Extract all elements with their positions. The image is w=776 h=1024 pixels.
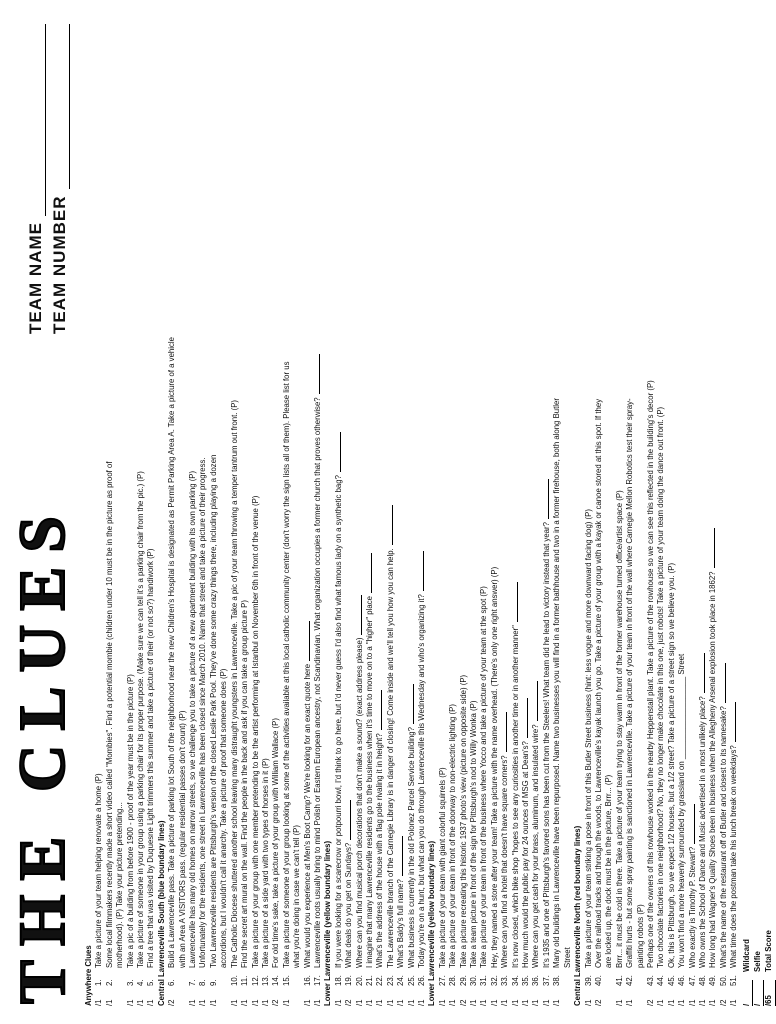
clue-text: Two chocolate factories in one neighborhood? No, they no longer make chocolate in this one, just robots! Take a picture of your team doing the dance out front. (P) [656, 406, 666, 968]
clue-number: 34. [510, 975, 520, 986]
clue-row [146, 10, 156, 1006]
clue-row [396, 10, 406, 1006]
clue-number: 3. [125, 979, 135, 986]
clue-text: What business is currently in the old Polonez Parcel Service building? [407, 684, 417, 968]
clue-points: /1 [687, 999, 697, 1006]
clue-row [625, 10, 635, 1006]
clue-points: /1 [333, 999, 343, 1006]
clue-text: What deals do you get on Sundays? [344, 800, 354, 968]
clue-text: Hey, they named a store after your team! Take a picture with the name overhead. (There's only one right answer) (P) [489, 566, 499, 968]
clue-points: /1 [697, 999, 707, 1006]
clue-text: Who owns the School of Dance and Music advertised in a most unlikely place? [698, 653, 708, 968]
clue-row [469, 10, 479, 1006]
clue-row [334, 10, 344, 1006]
clue-text-continued: painting robots (P) [635, 904, 645, 968]
clue-row [261, 10, 271, 1006]
team-number-label: TEAM NUMBER [50, 195, 69, 334]
clue-number: 47. [687, 975, 697, 986]
clue-points: /1 [510, 999, 520, 1006]
clue-number: 51. [729, 975, 739, 986]
clue-text: Find a tree that was visited by Duquesne Light trimmers this summer and take a picture of their (or not so?) handiwork (P) [146, 548, 156, 968]
clue-number: 41. [614, 975, 624, 986]
clue-list [84, 10, 776, 1006]
clue-text: The Lawrenceville branch of the Carnegie Library is in danger of closing! Come inside and we'll tell you how you can help. [386, 505, 396, 968]
clue-text: Take a picture of your team in front of the business where Yocco and take a picture of your team at the spot (P) [479, 586, 489, 968]
section-heading: Central Lawrenceville North (red boundary lines) [573, 825, 583, 1006]
clue-row [167, 10, 177, 1006]
clue-points: /2 [593, 999, 603, 1006]
clue-text: If you were looking for a scarecrow or potpourri bowl, I'd think to go here, but I'd never guess I'd also find what famous lady on a synthetic bag? [334, 432, 344, 968]
clue-row [365, 10, 375, 1006]
score-row [742, 10, 753, 1006]
clue-row [677, 10, 687, 1006]
clue-row [407, 10, 417, 1006]
clue-number: 7. [188, 979, 198, 986]
clue-points: /1 [437, 999, 447, 1006]
score-row [764, 10, 775, 1006]
clue-number: 30. [469, 975, 479, 986]
clue-row [105, 10, 115, 1006]
clue-row [136, 10, 146, 1006]
clue-number: 18. [333, 975, 343, 986]
clue-number: 48. [697, 975, 707, 986]
clue-points: /1 [417, 999, 426, 1006]
clue-number: 12. [250, 975, 260, 986]
clue-points: /1 [489, 999, 499, 1006]
clue-number: 22. [375, 975, 385, 986]
clue-row [500, 10, 510, 1006]
clue-number: 1. [94, 979, 104, 986]
clue-number: 19. [344, 975, 354, 986]
clue-number: 14. [271, 975, 281, 986]
clue-text: The Catholic Diocese shuttered another school leaving many distraught youngsters in Lawrenceville. Take a pic of your team throwing a temper tantrum out front. (P) [229, 399, 239, 968]
clue-number: 38. [552, 975, 562, 986]
clue-text: Find the secret art mural on the wall. Find the people in the back and ask if you can take a group picture P) [240, 600, 250, 968]
clue-number: 27. [437, 975, 447, 986]
clue-row [209, 10, 219, 1006]
team-name-label: TEAM NAME [26, 222, 45, 334]
clue-row [594, 10, 604, 1006]
clue-number: 45. [666, 975, 676, 986]
clue-text: Perhaps one of the owners of this rowhouse worked in the nearby Heppenstall plant. Take a picture of the rowhouse so we can see this reflected in the building's decor (P) [645, 380, 655, 968]
clue-text: Take a picture of a side yard with two types of horses in it (P) [260, 758, 270, 968]
clue-text: It's 1935 and one of Pittsburgh's favored sons has been cut from the Steelers! What team did he lead to victory instead that year? [542, 479, 552, 968]
clue-number: 39. [583, 975, 593, 986]
clue-points: /1 [448, 999, 458, 1006]
clue-text: I imagine that many Lawrenceville residents go to the business when it's time to move on to a "higher" place [365, 553, 375, 968]
clue-points: /1 [521, 999, 531, 1006]
score-label: Wildcard [741, 939, 751, 972]
clue-text: What's the name of the restaurant off of Butler and closest to its namesake? [719, 663, 729, 968]
clue-text: Where can you find a hotel that doesn't have square corners? [500, 712, 510, 968]
clue-number: 4. [136, 979, 146, 986]
clue-points: /1 [188, 999, 198, 1006]
clue-number: 46. [677, 975, 687, 986]
clue-points: /1 [375, 999, 385, 1006]
clue-text-continued: motherhood). (P) Take your picture pretending... [115, 802, 125, 968]
clue-number: 11. [240, 975, 250, 986]
clue-row [94, 10, 104, 1006]
clue-points: /1 [583, 999, 593, 1006]
clue-points: /1 [208, 999, 218, 1006]
clue-points: /1 [666, 999, 676, 1006]
clue-text-continued: accordions, but I wouldn't call it anarchy. Take a picture of proof that someone does (P) [219, 668, 229, 968]
clue-row [698, 10, 708, 1006]
clue-text: Take a picture of your team striking a pose in front of this Butler Street business (hint: less vogue and more downward facing dog) (P) [583, 509, 593, 968]
clue-points: /1 [625, 999, 635, 1006]
clue-number: 2. [104, 979, 114, 986]
clue-number: 37. [541, 975, 551, 986]
clue-row [417, 10, 427, 1006]
clue-points: /1 [125, 999, 135, 1006]
clue-row [438, 10, 448, 1006]
clue-number: 44. [656, 975, 666, 986]
clue-number: 29. [458, 975, 468, 986]
clue-text: Take a picture of someone in your group using a parking chair for its proper purpose. (Make sure we can tell it's a parking chair from the pic.) (P) [136, 471, 146, 968]
clue-points: /1 [354, 999, 364, 1006]
clue-points: /1 [385, 999, 395, 1006]
clue-number: 32. [489, 975, 499, 986]
page-title: THE CLUES [6, 502, 79, 1004]
clue-points: /1 [312, 999, 322, 1006]
clue-text: It's now closed, which bike shop "hopes to see any curiosities in another time or in another manner" [511, 582, 521, 968]
clue-text: Who exactly is Timothy P. Stewart? [688, 804, 698, 968]
clue-row [542, 10, 552, 1006]
clue-row [511, 10, 521, 1006]
clue-text-continued: what you're doing in case we can't tell (P) [292, 825, 302, 968]
clue-text: How much would the public pay for 24 ounces of MSG at Dean's? [521, 698, 531, 968]
clue-text: Many old buildings in Lawrenceville have been repurposed. Name two businesses you will find in a former bathhouse and two in a former firehouse, both along Butler [552, 398, 562, 968]
clue-row [479, 10, 489, 1006]
section-heading: Lower Lawrenceville (yellow boundary lines) [427, 840, 437, 1006]
clue-row [240, 10, 250, 1006]
clue-row [313, 10, 323, 1006]
clue-text-continued: with an Area A VISITORS pass. (regular residential passes don't count) (P) [177, 710, 187, 968]
clue-text: Take a pic of a building from before 1900 - proof of the year must be in the picture (P) [125, 674, 135, 968]
clue-row [719, 10, 729, 1006]
clue-text: Today you're on a hunt, but what can you do through Lawrenceville this Wednesday and who's organizing it? [417, 551, 427, 968]
clue-points: /2 [458, 999, 468, 1006]
clue-row [729, 10, 739, 1006]
clue-number: 17. [312, 975, 322, 986]
clue-points: /1 [729, 999, 739, 1006]
clue-text: Over the railroad tracks and through the woods, to Lawrenceville's kayak launch you go. Take a picture of your group with a kayak or canoe stored at this spot. If they [593, 398, 603, 968]
section-heading: Lower Lawrenceville (yellow boundary lines) [323, 840, 333, 1006]
clue-row [459, 10, 469, 1006]
clue-text: Graffiti hurts - but some spray painting is sanctioned in Lawrenceville. Take a picture of your team in front of the wall where Carnegie Mellon Robotics test their spray- [625, 398, 635, 968]
clue-text: What's the address of the house with a flag pole rivaling it in height? [375, 690, 385, 968]
team-info [22, 24, 70, 334]
clue-text: Where can you get cash for your brass, aluminum, and insulated wire? [531, 681, 541, 968]
clue-points: /1 [614, 999, 624, 1006]
clue-row [282, 10, 292, 1006]
clue-text: How long had Wagner's Quality Shoes been in business when the Allegheny Arsenal explosion took place in 1862? [708, 529, 718, 969]
clue-number: 31. [479, 975, 489, 986]
clue-text: Two Lawrenceville residents are Pittsburgh's version of the closed Leslie Park Pool. They've done some crazy things there, including playing a dozen [208, 454, 218, 968]
clue-points: /1 [364, 999, 374, 1006]
clue-points: /1 [552, 999, 562, 1006]
team-number-row [46, 24, 70, 334]
clue-points: /1 [500, 999, 510, 1006]
clue-text: Where can you find musical porch decorations that don't make a sound? (exact address please) [355, 595, 365, 968]
clue-text: Take a picture of your team with giant colorful squirrels (P) [437, 767, 447, 968]
section-heading: Anywhere Clues [84, 945, 93, 1006]
clue-text: You won't find a more heavenly surrounded by grassland on ___________________ Street [677, 653, 687, 968]
score-row [753, 10, 764, 1006]
clue-points: /1 [479, 999, 489, 1006]
clue-row [656, 10, 666, 1006]
clue-points: /1 [229, 999, 239, 1006]
clue-row [303, 10, 313, 1006]
clue-number: 26. [417, 975, 426, 986]
clue-points: /1 [250, 999, 260, 1006]
clue-number: 21. [364, 975, 374, 986]
clue-points: /2 [271, 999, 281, 1006]
clue-points: /1 [281, 999, 291, 1006]
clue-row [126, 10, 136, 1006]
clue-number: 13. [260, 975, 270, 986]
clue-points: /1 [104, 999, 114, 1006]
clue-number: 24. [396, 975, 406, 986]
clue-number: 42. [625, 975, 635, 986]
clue-number: 25. [406, 975, 416, 986]
clue-row [198, 10, 208, 1006]
clue-text: Some local filmmakers recently made a short video called "Mombies". Find a potential mombie (children under 10 must be in the picture as proof of [104, 461, 114, 968]
clue-text: Brrr... it must be cold in there. Take a picture of your team trying to stay warm in front of the former warehouse turned office/artist space (P) [614, 490, 624, 968]
clue-points: /1 [708, 999, 718, 1006]
team-name-row [22, 24, 46, 334]
team-name-field[interactable] [27, 24, 46, 216]
clue-row [251, 10, 261, 1006]
clue-row [552, 10, 562, 1006]
score-label: Total Score [764, 930, 774, 972]
clue-text: What's Baldy's full name? [396, 836, 406, 968]
clue-points: /1 [677, 999, 687, 1006]
clue-text-continued: are locked up, the dock must be in the picture, Brrr... (P) [604, 774, 614, 968]
score-points[interactable]: / [742, 980, 753, 1006]
clue-text: Lawrenceville has many old homes on narrow streets, so we challenge you to take a picture of a new apartment building with its own parking (P) [188, 470, 198, 968]
clue-text: What would you experience at Men's Boot Camp? We're looking for an exact quote here [303, 621, 313, 968]
clue-text: Unfortunately for the residents, one street in Lawrenceville has been closed since March 2010. Name that street and take a picture of their progress. [198, 457, 208, 968]
clue-points: /1 [136, 999, 146, 1006]
clue-points: /2 [344, 999, 354, 1006]
clue-number: 9. [208, 979, 218, 986]
clue-row [230, 10, 240, 1006]
clue-points: /1 [656, 999, 666, 1006]
clue-row [531, 10, 541, 1006]
clue-number: 10. [229, 975, 239, 986]
clue-row [521, 10, 531, 1006]
clue-number: 40. [593, 975, 603, 986]
clue-row [448, 10, 458, 1006]
clue-row [386, 10, 396, 1006]
clue-row [188, 10, 198, 1006]
clue-number: 50. [718, 975, 728, 986]
clue-text: Take a picture recreating this historic 1937 photo's view (picture on opposite side) (P) [458, 674, 468, 968]
clue-points: /1 [146, 999, 156, 1006]
clue-number: 36. [531, 975, 541, 986]
clue-number: 49. [708, 975, 718, 986]
clue-points: /1 [396, 999, 406, 1006]
clue-number: 20. [354, 975, 364, 986]
clue-points: /1 [260, 999, 270, 1006]
clue-points: /1 [541, 999, 551, 1006]
clue-row [375, 10, 385, 1006]
clue-text: Take a team picture in front of the sign for Pittsburgh's nod to Willy Wonka (P) [469, 700, 479, 968]
clue-number: 23. [385, 975, 395, 986]
clue-points: /1 [302, 999, 312, 1006]
clue-points: /2 [718, 999, 728, 1006]
clue-text: Take a picture of your team helping renovate a home (P) [94, 773, 104, 968]
clue-text: Take a picture of someone of your group looking at some of the activities available at this local catholic community center (don't worry the sign lists all of them). Please list for us [281, 361, 291, 968]
clue-number: 35. [521, 975, 531, 986]
clue-row [584, 10, 594, 1006]
clue-points: /1 [94, 999, 104, 1006]
clue-row [344, 10, 354, 1006]
clue-text: Lawrenceville roots usually bring to mind Polish or Eastern European ancestry, not Scandinavian. What organization occupies a former church that proves otherwise? [313, 354, 323, 968]
clue-text-continued: Street [562, 947, 572, 968]
clue-text: What time does the postman take his lunch break on weekdays? [729, 702, 739, 968]
clue-number: 6. [167, 979, 177, 986]
clue-points: /1 [198, 999, 208, 1006]
clue-text: Take a picture of your team in front of the doorway to non-electric lighting (P) [448, 704, 458, 968]
clue-points: /2 [645, 999, 655, 1006]
clue-row [490, 10, 500, 1006]
clue-number: 28. [448, 975, 458, 986]
clue-text: Build a Lawrenceville pass. Take a picture of parking lot South of the neighborhood near the new Children's Hospital is designated as Permit Parking Area A. Take a picture of a vehicle [167, 337, 177, 968]
clue-number: 16. [302, 975, 312, 986]
clue-points: /1 [531, 999, 541, 1006]
clue-points: /2 [167, 999, 177, 1006]
score-points[interactable]: / [753, 980, 764, 1006]
clue-text: For old time's sake, take a picture of your group with William Wallace (P) [271, 718, 281, 968]
clue-points: /1 [406, 999, 416, 1006]
clue-row [708, 10, 718, 1006]
clue-text: Ok, this is Pittsburgh, so we expect 1/2 houses, but a 1/2 street? Take a picture of a street sign so we believe you. (P) [666, 562, 676, 968]
score-label: Selfie [753, 951, 762, 972]
clue-row [688, 10, 698, 1006]
clue-text: Take a picture of your group with one member pretending to be the artist performing at Istanbul on November 6th in front of the venue (P) [250, 495, 260, 968]
score-points[interactable]: /65 [764, 980, 775, 1006]
clue-points: /1 [240, 999, 250, 1006]
clue-row [615, 10, 625, 1006]
clue-points: /1 [469, 999, 479, 1006]
clue-number: 5. [146, 979, 156, 986]
clue-number: 33. [500, 975, 510, 986]
section-heading: Central Lawrenceville South (blue boundary lines) [156, 820, 166, 1006]
clue-number: 15. [281, 975, 291, 986]
clue-row [355, 10, 365, 1006]
clue-number: 43. [645, 975, 655, 986]
clue-number: 8. [198, 979, 208, 986]
clue-row [667, 10, 677, 1006]
team-number-field[interactable] [51, 24, 70, 190]
clue-row [646, 10, 656, 1006]
score-totals [742, 10, 776, 1006]
clue-row [271, 10, 281, 1006]
